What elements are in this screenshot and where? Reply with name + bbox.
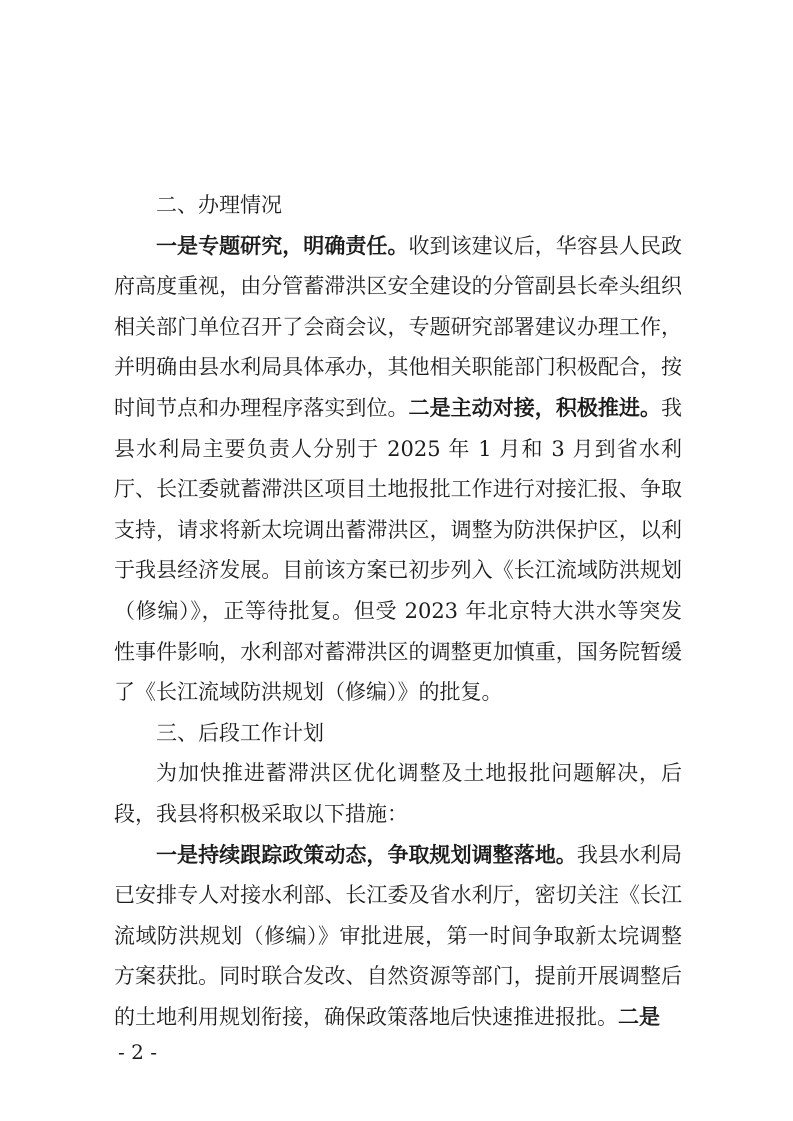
section-heading-work-plan: 三、后段工作计划	[156, 720, 324, 745]
paragraph-text: 我县水利局已安排专人对接水利部、长江委及省水利厅，密切关注《长江流域防洪规划（修编）》审批进展，第一时间争取新太垸调整方案获批。同时联合发改、自然资源等部门，提前开展调整后的土地利用规划衔接，确保政策落地后快速推进报批。	[114, 842, 683, 1029]
paragraph-policy-tracking	[114, 835, 682, 1038]
bold-lead-docking: 二是主动对接，积极推进。	[408, 395, 662, 420]
bold-lead-second: 二是	[618, 1004, 660, 1029]
paragraph-text: 我县水利局主要负责人分别于 2025 年 1 月和 3 月到省水利厅、长江委就蓄滞洪区项目土地报批工作进行对接汇报、争取支持，请求将新太垸调出蓄滞洪区，调整为防洪保护区，以利于我县经济发展。目前该方案已初步列入《长江流域防洪规划（修编）》，正等待批复。但受 2023 年北京特大洪水等突发性事件影响，水利部对蓄滞洪区的调整更加慎重，国务院暂缓了《长江流域防洪规划（修编）》的批复。	[114, 395, 683, 705]
paragraph-work-plan-intro: 为加快推进蓄滞洪区优化调整及土地报批问题解决，后段，我县将积极采取以下措施：	[114, 761, 682, 826]
page-number: - 2 -	[118, 1040, 157, 1064]
paragraph-handling-status	[114, 226, 682, 713]
document-body	[114, 185, 682, 1037]
paragraph-text: 收到该建议后，华容县人民政府高度重视，由分管蓄滞洪区安全建设的分管副县长牵头组织相关部门单位召开了会商会议，专题研究部署建议办理工作，并明确由县水利局具体承办，其他相关职能部门积极配合，按时间节点和办理程序落实到位。	[114, 233, 682, 420]
section-heading-handling-status: 二、办理情况	[156, 193, 282, 217]
bold-lead-research: 一是专题研究，明确责任。	[156, 233, 409, 258]
bold-lead-policy: 一是持续跟踪政策动态，争取规划调整落地。	[156, 842, 577, 867]
